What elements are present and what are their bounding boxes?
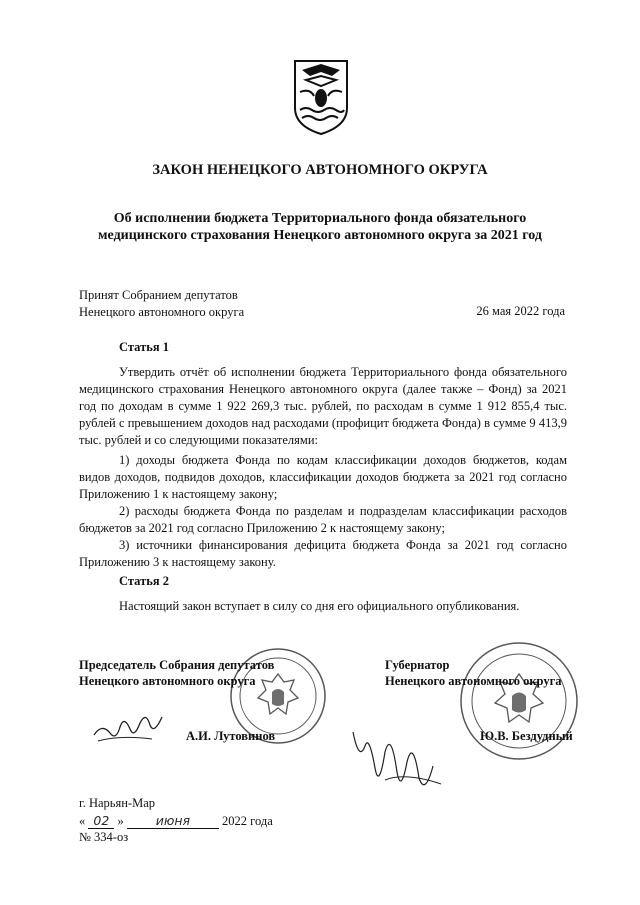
adoption-block — [79, 287, 244, 321]
article-2-heading: Статья 2 — [119, 574, 169, 588]
article-1-heading: Статья 1 — [119, 340, 169, 354]
article-1-item-1 — [79, 452, 567, 503]
right-handwritten-signature — [345, 722, 455, 802]
law-subtitle — [0, 210, 640, 244]
item-3-text: 3) источники финансирования дефицита бюджета Фонда за 2021 год согласно Приложению 3 к настоящему закону. — [79, 538, 567, 569]
subtitle-line-1: Об исполнении бюджета Территориального фонда обязательного — [113, 211, 527, 226]
left-signatory-title — [79, 657, 274, 689]
date-day: 02 — [88, 813, 114, 829]
date-year: 2022 года — [222, 814, 273, 828]
item-1-text: 1) доходы бюджета Фонда по кодам классификации доходов бюджетов, кодам видов доходов, подвидов доходов, классификации доходов бюджета за 2021 год согласно Приложению 1 к настоящему закону; — [79, 453, 567, 501]
right-signatory-title — [385, 657, 562, 689]
left-title-line-2: Ненецкого автономного округа — [79, 674, 256, 688]
adoption-date: 26 мая 2022 года — [476, 304, 565, 318]
article-1-intro — [79, 364, 567, 449]
left-title-line-1: Председатель Собрания депутатов — [79, 658, 275, 672]
date-open-quote: « — [79, 814, 86, 828]
law-title: ЗАКОН НЕНЕЦКОГО АВТОНОМНОГО ОКРУГА — [152, 162, 488, 178]
coat-of-arms-icon — [292, 58, 350, 136]
left-handwritten-signature — [90, 705, 165, 750]
adoption-line-1: Принят Собранием депутатов — [79, 288, 238, 302]
left-signatory-name: А.И. Лутовинов — [186, 729, 276, 743]
item-2-text: 2) расходы бюджета Фонда по разделам и подразделам классификации расходов бюджетов за 2021 год согласно Приложению 2 к настоящему закону; — [79, 504, 567, 535]
footer-city: г. Нарьян-Мар — [79, 796, 156, 810]
article-1-item-3 — [79, 537, 567, 571]
subtitle-line-2: медицинского страхования Ненецкого автономного округа за 2021 год — [98, 228, 542, 243]
article-1-item-2 — [79, 503, 567, 537]
right-title-line-1: Губернатор — [385, 658, 450, 672]
article-2-body: Настоящий закон вступает в силу со дня его официального опубликования. — [119, 599, 520, 613]
right-signatory-name: Ю.В. Бездудный — [480, 729, 573, 743]
date-close-quote: » — [117, 814, 124, 828]
adoption-line-2: Ненецкого автономного округа — [79, 305, 245, 319]
footer-date — [79, 813, 273, 829]
law-number: № 334-оз — [79, 830, 129, 844]
article-2-text — [79, 598, 567, 615]
date-month: июня — [127, 813, 219, 829]
right-title-line-2: Ненецкого автономного округа — [385, 674, 562, 688]
article-1-intro-text: Утвердить отчёт об исполнении бюджета Территориального фонда обязательного медицинского страхования Ненецкого автономного округа (далее также – Фонд) за 2021 год по доходам в сумме 1 922 269,3 тыс. рублей, по расходам в сумме 1 912 855,4 тыс. рублей с превышением доходов над расходами (профицит бюджета Фонда) в сумме 9 413,9 тыс. рублей и со следующими показателями: — [79, 365, 567, 447]
